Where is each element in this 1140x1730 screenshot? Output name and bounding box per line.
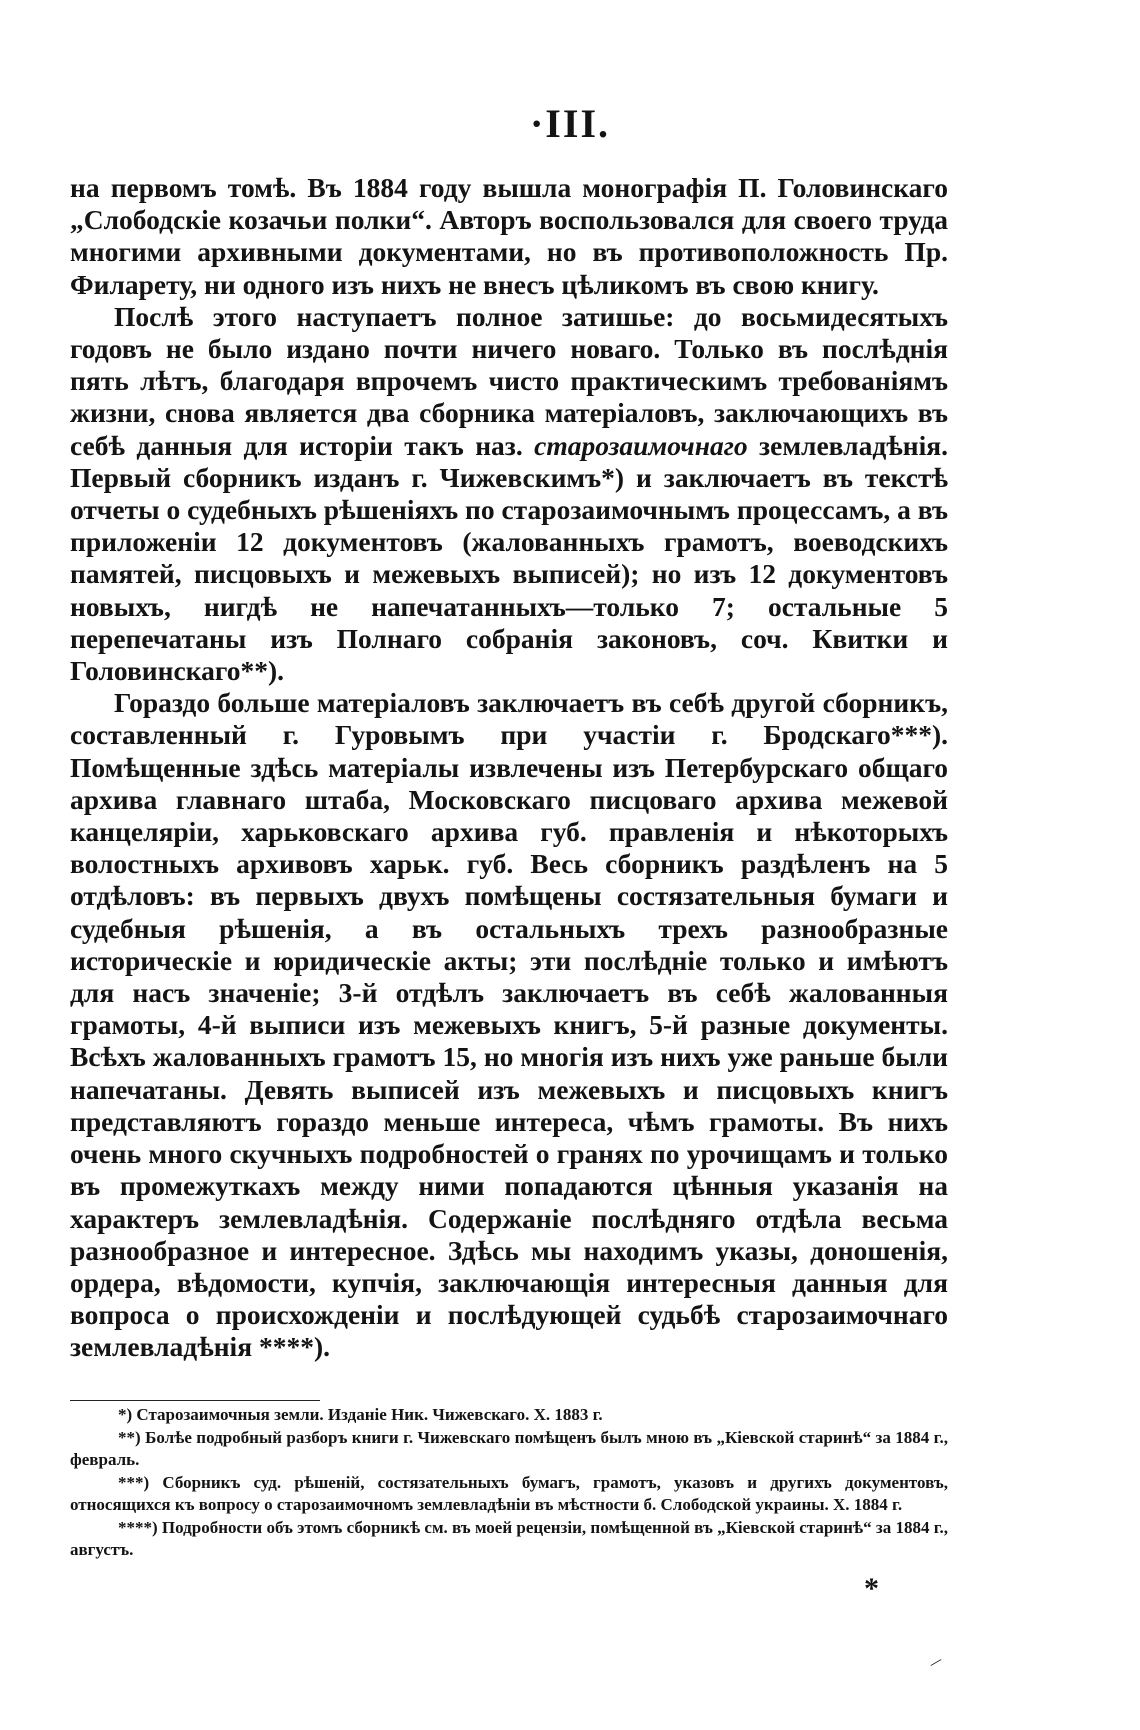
footnote-divider <box>70 1400 320 1401</box>
footnote-2: **) Болѣе подробный разборъ книги г. Чижевскаго помѣщенъ былъ мною въ „Кіевской старинѣ“ за 1884 г., февраль. <box>70 1427 948 1469</box>
body-text <box>70 172 948 1364</box>
stray-pen-mark <box>931 1659 942 1666</box>
footnote-3: ***) Сборникъ суд. рѣшеній, состязательныхъ бумагъ, грамотъ, указовъ и другихъ документовъ, относящихся къ вопросу о старозаимочномъ землевладѣніи въ мѣстности б. Слободской украины. Х. 1884 г. <box>70 1472 948 1514</box>
footnotes <box>70 1404 948 1562</box>
paragraph-2-italic-term: старозаимочнаго <box>534 429 748 461</box>
bottom-asterisk-mark: * <box>864 1572 879 1605</box>
paragraph-1: на первомъ томѣ. Въ 1884 году вышла монографія П. Головинскаго „Слободскіе козачьи полки“. Авторъ воспользовался для своего труда многими архивными документами, но въ противоположность Пр. Филарету, ни одного изъ нихъ не внесъ цѣликомъ въ свою книгу. <box>70 172 948 300</box>
paragraph-2 <box>70 301 948 687</box>
paragraph-2-start: Послѣ этого наступаетъ полное затишье: до восьмидесятыхъ годовъ не было издано почти ничего новаго. Только въ послѣднія пять лѣтъ, благодаря впрочемъ чисто практическимъ требованіямъ жизни, снова является два сборника матеріаловъ, заключающихъ въ себѣ данныя для исторіи такъ наз. <box>70 300 948 461</box>
paragraph-2-end: землевладѣнія. Первый сборникъ изданъ г. Чижевскимъ*) и заключаетъ въ текстѣ отчеты о судебныхъ рѣшеніяхъ по старозаимочнымъ процессамъ, а въ приложеніи 12 документовъ (жалованныхъ грамотъ, воеводскихъ памятей, писцовыхъ и межевыхъ выписей); но изъ 12 документовъ новыхъ, нигдѣ не напечатанныхъ—только 7; остальные 5 перепечатаны изъ Полнаго собранія законовъ, соч. Квитки и Головинскаго**). <box>70 429 948 687</box>
paragraph-3: Гораздо больше матеріаловъ заключаетъ въ себѣ другой сборникъ, составленный г. Гуровымъ при участіи г. Бродскаго***). Помѣщенные здѣсь матеріалы извлечены изъ Петербурскаго общаго архива главнаго штаба, Московскаго писцоваго архива межевой канцеляріи, харьковскаго архива губ. правленія и нѣкоторыхъ волостныхъ архивовъ харьк. губ. Весь сборникъ раздѣленъ на 5 отдѣловъ: въ первыхъ двухъ помѣщены состязательныя бумаги и судебныя рѣшенія, а въ остальныхъ трехъ разнообразные историческіе и юридическіе акты; эти послѣдніе только и имѣютъ для насъ значеніе; 3-й отдѣлъ заключаетъ въ себѣ жалованныя грамоты, 4-й выписи изъ межевыхъ книгъ, 5-й разные документы. Всѣхъ жалованныхъ грамотъ 15, но многія изъ нихъ уже раньше были напечатаны. Девять выписей изъ межевыхъ и писцовыхъ книгъ представляютъ гораздо меньше интереса, чѣмъ грамоты. Въ нихъ очень много скучныхъ подробностей о гранях по урочищамъ и только въ промежуткахъ между ними попадаются цѣнныя указанія на характеръ землевладѣнія. Содержаніе послѣдняго отдѣла весьма разнообразное и интересное. Здѣсь мы находимъ указы, доношенія, ордера, вѣдомости, купчія, заключающія интересныя данныя для вопроса о происхожденіи и послѣдующей судьбѣ старозаимочнаго землевладѣнія ****). <box>70 687 948 1363</box>
page-number: ·III. <box>529 101 611 146</box>
footnote-1: *) Старозаимочныя земли. Изданіе Ник. Чижевскаго. Х. 1883 г. <box>118 1405 603 1424</box>
footnote-4: ****) Подробности объ этомъ сборникѣ см. въ моей рецензіи, помѣщенной въ „Кіевской старинѣ“ за 1884 г., августъ. <box>70 1517 948 1559</box>
